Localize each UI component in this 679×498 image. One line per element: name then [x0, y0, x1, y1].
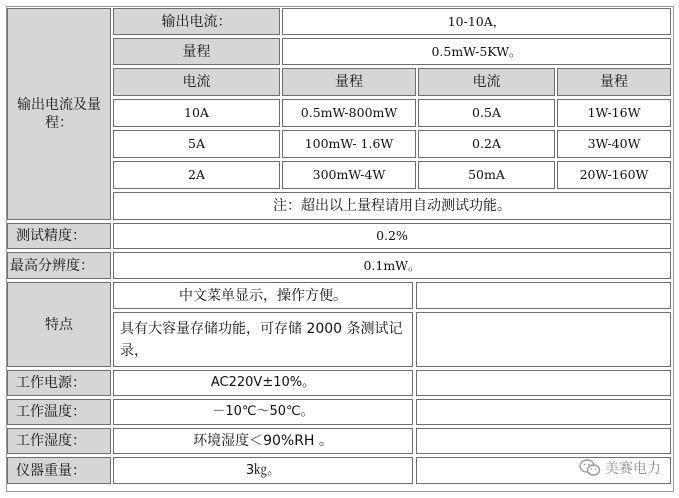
feature-item: 中文菜单显示，操作方便。	[113, 282, 413, 309]
output-current-label: 输出电流：	[113, 8, 280, 35]
header-current-2: 电流	[418, 68, 555, 96]
output-current-range-side-label: 输出电流及量程：	[7, 8, 111, 220]
table-cell: 3W-40W	[557, 130, 671, 158]
table-cell: 2A	[113, 161, 280, 189]
humidity-blank	[416, 428, 671, 454]
table-cell: 300mW-4W	[282, 161, 416, 189]
table-cell: 10A	[113, 99, 280, 127]
feature-blank	[416, 282, 671, 309]
resolution-label: 最高分辨度：	[7, 252, 111, 279]
wechat-icon	[579, 459, 601, 477]
table-cell: 20W-160W	[557, 161, 671, 189]
power-value: AC220V±10%。	[113, 370, 413, 396]
header-current-1: 电流	[113, 68, 280, 96]
accuracy-label: 测试精度：	[7, 223, 111, 249]
weight-label: 仪器重量：	[7, 457, 111, 484]
power-blank	[416, 370, 671, 396]
table-cell: 50mA	[418, 161, 555, 189]
table-cell: 1W-16W	[557, 99, 671, 127]
resolution-value: 0.1mW。	[113, 252, 671, 279]
table-cell: 0.2A	[418, 130, 555, 158]
temperature-blank	[416, 399, 671, 425]
watermark	[579, 458, 661, 478]
humidity-label: 工作湿度：	[7, 428, 111, 454]
feature-blank	[416, 312, 671, 367]
feature-item: 具有大容量存储功能，可存储 2000 条测试记录，	[113, 312, 413, 367]
accuracy-value: 0.2%	[113, 223, 671, 249]
weight-value: 3㎏。	[113, 457, 413, 484]
humidity-value: 环境湿度＜90%RH 。	[113, 428, 413, 454]
power-label: 工作电源：	[7, 370, 111, 396]
output-current-value: 10-10A，	[282, 8, 671, 35]
range-label: 量程	[113, 38, 280, 65]
features-label: 特点	[7, 282, 111, 367]
watermark-text: 美赛电力	[605, 461, 661, 477]
header-range-1: 量程	[282, 68, 416, 96]
table-cell: 5A	[113, 130, 280, 158]
table-cell: 0.5mW-800mW	[282, 99, 416, 127]
range-note: 注：超出以上量程请用自动测试功能。	[113, 192, 671, 220]
table-cell: 100mW- 1.6W	[282, 130, 416, 158]
temperature-value: －10℃～50℃。	[113, 399, 413, 425]
range-value: 0.5mW-5KW。	[282, 38, 671, 65]
table-cell: 0.5A	[418, 99, 555, 127]
header-range-2: 量程	[557, 68, 671, 96]
temperature-label: 工作温度：	[7, 399, 111, 425]
